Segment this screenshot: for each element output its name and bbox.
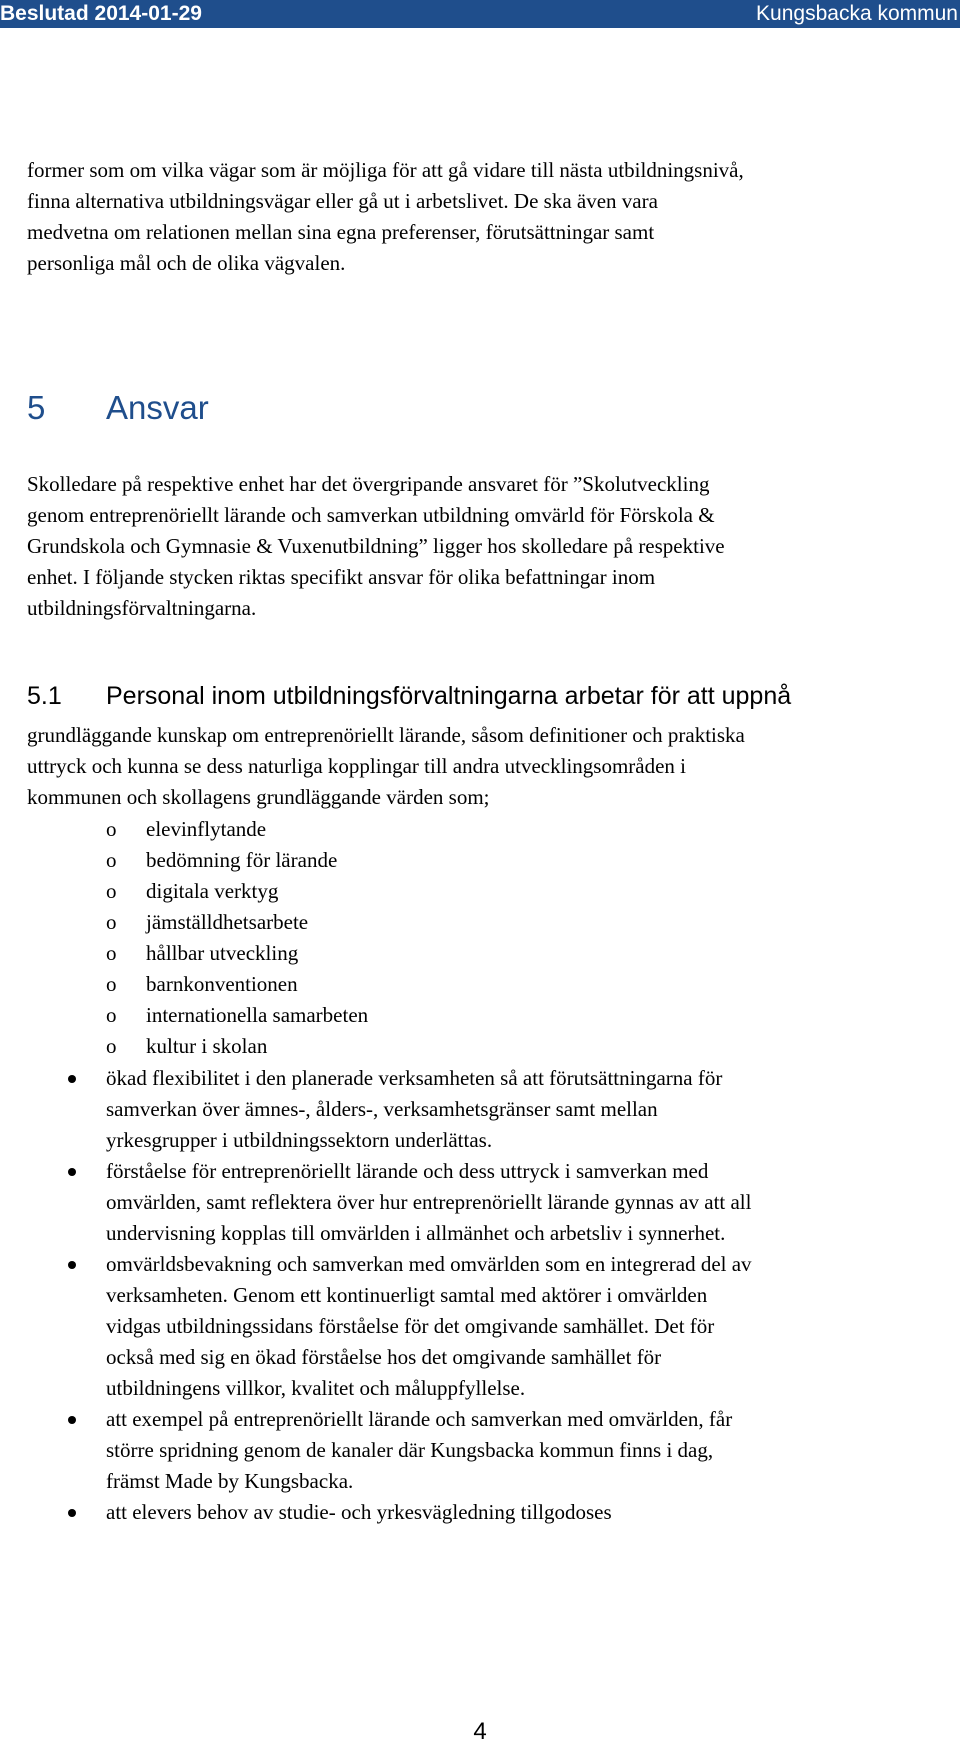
circle-bullet-icon: o	[106, 1003, 117, 1027]
values-sub-list	[27, 814, 368, 1062]
list-item: att elevers behov av studie- och yrkesvägledning tillgodoses	[27, 1497, 927, 1528]
circle-bullet-icon: o	[106, 879, 117, 903]
text-line: uttryck och kunna se dess naturliga kopplingar till andra utvecklingsområden i	[27, 754, 686, 778]
text-line: personliga mål och de olika vägvalen.	[27, 251, 346, 275]
circle-bullet-icon: o	[106, 848, 117, 872]
text-line: enhet. I följande stycken riktas specifikt ansvar för olika befattningar inom	[27, 565, 656, 589]
intro-paragraph	[27, 155, 947, 279]
section-5-paragraph	[27, 469, 947, 624]
list-item: o kultur i skolan	[27, 1031, 368, 1062]
text-line: grundläggande kunskap om entreprenöriellt lärande, såsom definitioner och praktiska	[27, 723, 745, 747]
bullet-dot-icon	[68, 1168, 76, 1176]
list-item: o barnkonventionen	[27, 969, 368, 1000]
text-line: Grundskola och Gymnasie & Vuxenutbildning” ligger hos skolledare på respektive	[27, 534, 725, 558]
list-item: omvärldsbevakning och samverkan med omvärlden som en integrerad del av verksamheten. Genom ett kontinuerligt samtal med aktörer i omvärlden vidgas utbildningssidans förståelse för det omgivande samhället. Det för också med sig en ökad förståelse hos det omgivande samhället för utbildningens villkor, kvalitet och måluppfyllelse.	[27, 1249, 927, 1404]
circle-bullet-icon: o	[106, 941, 117, 965]
page-header	[0, 0, 960, 28]
circle-bullet-icon: o	[106, 817, 117, 841]
list-item: o digitala verktyg	[27, 876, 368, 907]
circle-bullet-icon: o	[106, 910, 117, 934]
bullet-dot-icon	[68, 1075, 76, 1083]
list-item: förståelse för entreprenöriellt lärande och dess uttryck i samverkan med omvärlden, samt reflektera över hur entreprenöriellt lärande gynnas av att all undervisning kopplas till omvärlden i allmänhet och arbetsliv i synnerhet.	[27, 1156, 927, 1249]
list-item: o bedömning för lärande	[27, 845, 368, 876]
section-5-1-heading	[27, 680, 791, 712]
page-number: 4	[473, 1718, 487, 1745]
list-item: o internationella samarbeten	[27, 1000, 368, 1031]
section-number: 5	[27, 389, 46, 426]
list-item: ökad flexibilitet i den planerade verksamheten så att förutsättningarna för samverkan över ämnes-, ålders-, verksamhetsgränser samt mellan yrkesgrupper i utbildningssektorn underlättas.	[27, 1063, 927, 1156]
text-line: former som om vilka vägar som är möjliga för att gå vidare till nästa utbildningsnivå,	[27, 158, 744, 182]
bullet-dot-icon	[68, 1416, 76, 1424]
text-line: kommunen och skollagens grundläggande värden som;	[27, 785, 490, 809]
goals-list	[27, 1063, 927, 1528]
section-5-1-paragraph	[27, 720, 947, 813]
text-line: genom entreprenöriellt lärande och samverkan utbildning omvärld för Förskola &	[27, 503, 715, 527]
text-line: Skolledare på respektive enhet har det övergripande ansvaret för ”Skolutveckling	[27, 472, 710, 496]
circle-bullet-icon: o	[106, 972, 117, 996]
list-item: o elevinflytande	[27, 814, 368, 845]
text-line: finna alternativa utbildningsvägar eller gå ut i arbetslivet. De ska även vara	[27, 189, 658, 213]
text-line: medvetna om relationen mellan sina egna preferenser, förutsättningar samt	[27, 220, 655, 244]
section-title: Ansvar	[106, 389, 209, 426]
section-5-heading	[27, 388, 209, 428]
text-line: utbildningsförvaltningarna.	[27, 596, 257, 620]
header-date: Beslutad 2014-01-29	[0, 2, 202, 25]
bullet-dot-icon	[68, 1509, 76, 1517]
circle-bullet-icon: o	[106, 1034, 117, 1058]
section-number: 5.1	[27, 682, 62, 710]
bullet-dot-icon	[68, 1261, 76, 1269]
section-title: Personal inom utbildningsförvaltningarna arbetar för att uppnå	[106, 682, 792, 710]
list-item: o hållbar utveckling	[27, 938, 368, 969]
header-organization: Kungsbacka kommun	[756, 2, 958, 25]
list-item: o jämställdhetsarbete	[27, 907, 368, 938]
list-item: att exempel på entreprenöriellt lärande och samverkan med omvärlden, får större spridning genom de kanaler där Kungsbacka kommun finns i dag, främst Made by Kungsbacka.	[27, 1404, 927, 1497]
